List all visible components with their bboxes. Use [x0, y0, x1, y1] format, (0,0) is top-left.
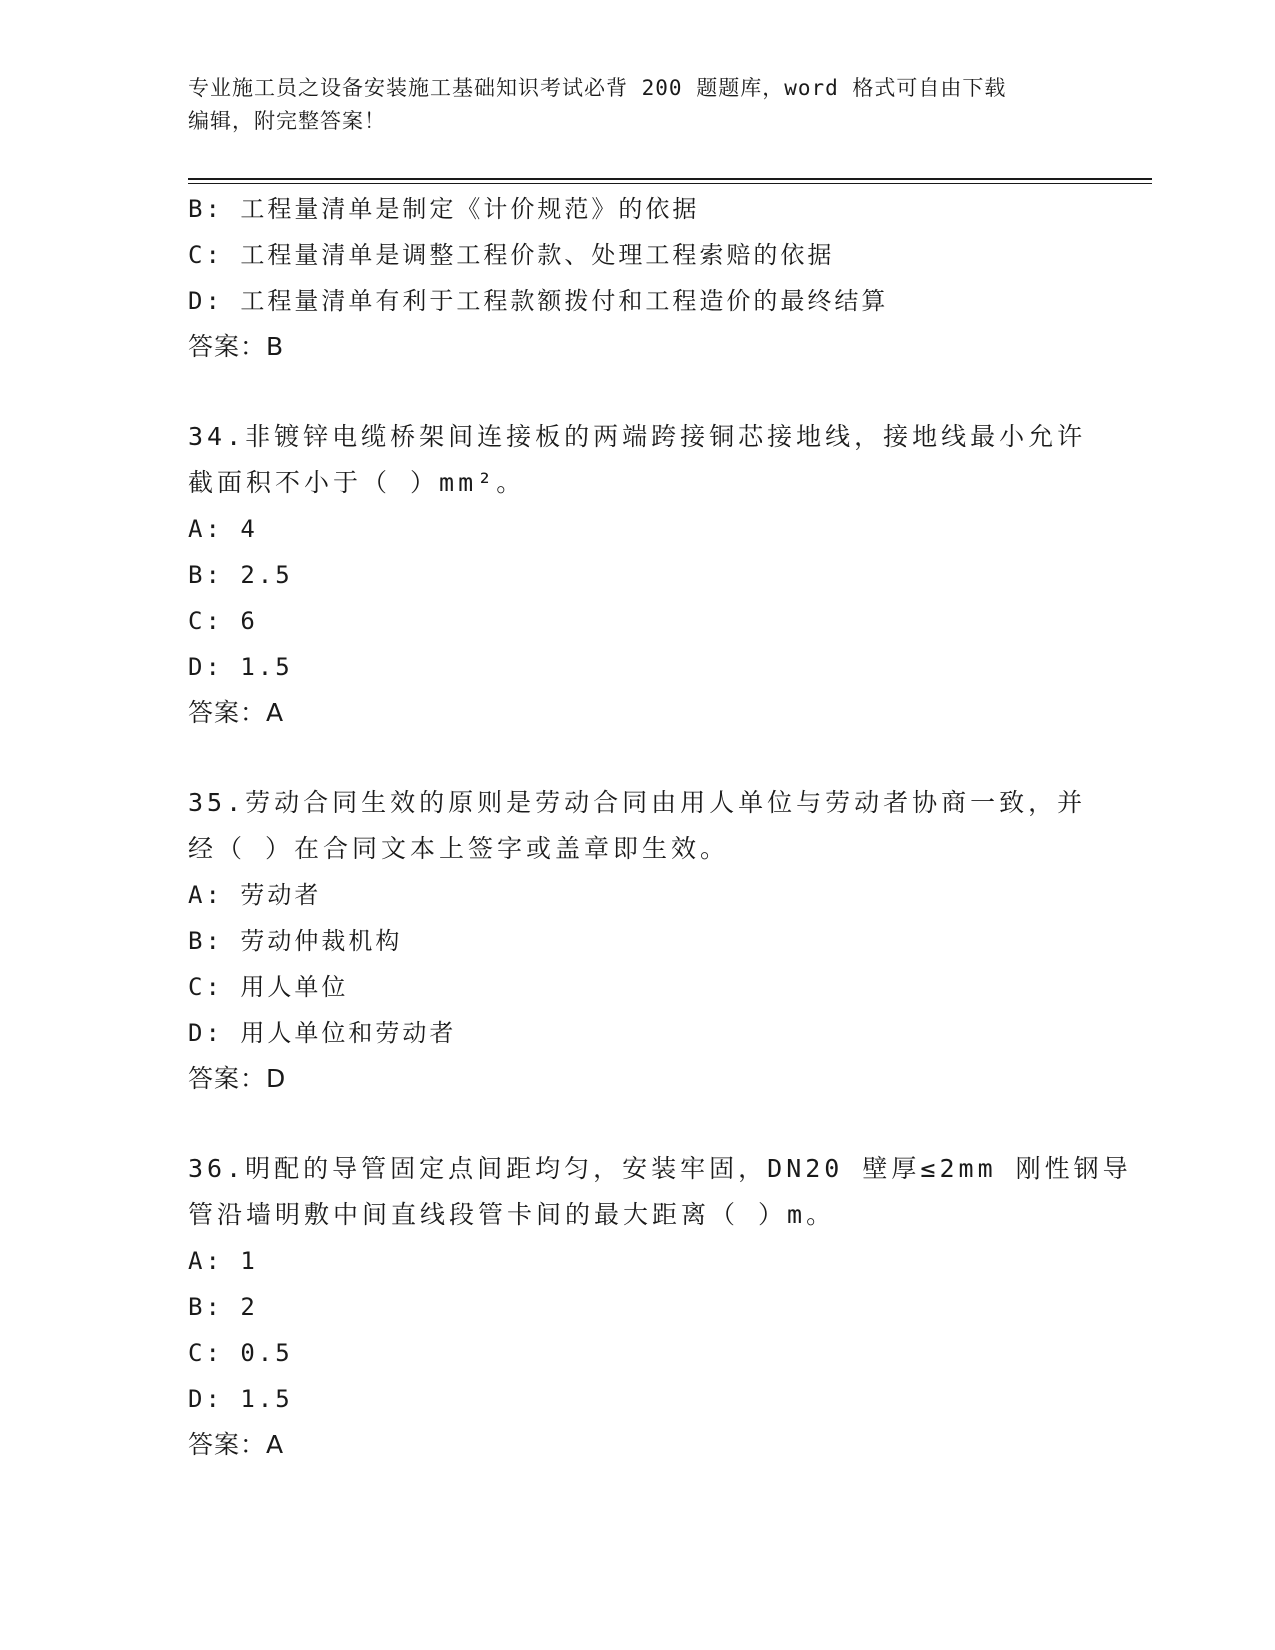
header-line-2: 编辑，附完整答案！ — [188, 109, 386, 133]
option-b: B: 工程量清单是制定《计价规范》的依据 — [188, 195, 700, 223]
question-text-line-2: 截面积不小于（ ）mm²。 — [188, 468, 526, 497]
question-list — [188, 186, 1132, 1468]
option-c: C: 6 — [188, 607, 258, 635]
option-a: A: 4 — [188, 515, 258, 543]
question-33 — [188, 186, 1088, 370]
answer-label: 答案：D — [188, 1064, 287, 1093]
question-text-line-1: 34.非镀锌电缆桥架间连接板的两端跨接铜芯接地线，接地线最小允许 — [188, 422, 1087, 451]
option-c: C: 0.5 — [188, 1339, 293, 1367]
question-35 — [188, 780, 1088, 1102]
answer-label: 答案：A — [188, 698, 285, 727]
question-36 — [188, 1146, 1132, 1468]
header-divider-thick — [188, 178, 1152, 180]
option-c: C: 用人单位 — [188, 973, 349, 1001]
option-d: D: 工程量清单有利于工程款额拨付和工程造价的最终结算 — [188, 287, 889, 315]
spacer — [188, 736, 1088, 780]
option-b: B: 劳动仲裁机构 — [188, 927, 403, 955]
question-text-line-1: 35.劳动合同生效的原则是劳动合同由用人单位与劳动者协商一致，并 — [188, 788, 1087, 817]
question-text-line-2: 经（ ）在合同文本上签字或盖章即生效。 — [188, 834, 730, 863]
question-text-line-2: 管沿墙明敷中间直线段管卡间的最大距离（ ）m。 — [188, 1200, 836, 1229]
answer-label: 答案：B — [188, 332, 285, 361]
option-a: A: 劳动者 — [188, 881, 322, 909]
spacer — [188, 370, 1088, 414]
question-34 — [188, 414, 1088, 736]
option-b: B: 2.5 — [188, 561, 293, 589]
option-d: D: 用人单位和劳动者 — [188, 1019, 457, 1047]
document-header — [188, 72, 1068, 138]
header-line-1: 专业施工员之设备安装施工基础知识考试必背 200 题题库，word 格式可自由下载 — [188, 76, 1007, 100]
option-b: B: 2 — [188, 1293, 258, 1321]
spacer — [188, 1102, 1088, 1146]
answer-label: 答案：A — [188, 1430, 285, 1459]
option-d: D: 1.5 — [188, 1385, 293, 1413]
option-c: C: 工程量清单是调整工程价款、处理工程索赔的依据 — [188, 241, 835, 269]
option-d: D: 1.5 — [188, 653, 293, 681]
option-a: A: 1 — [188, 1247, 258, 1275]
header-divider-thin — [188, 183, 1152, 184]
question-text-line-1: 36.明配的导管固定点间距均匀，安装牢固，DN20 壁厚≤2mm 刚性钢导 — [188, 1154, 1132, 1183]
